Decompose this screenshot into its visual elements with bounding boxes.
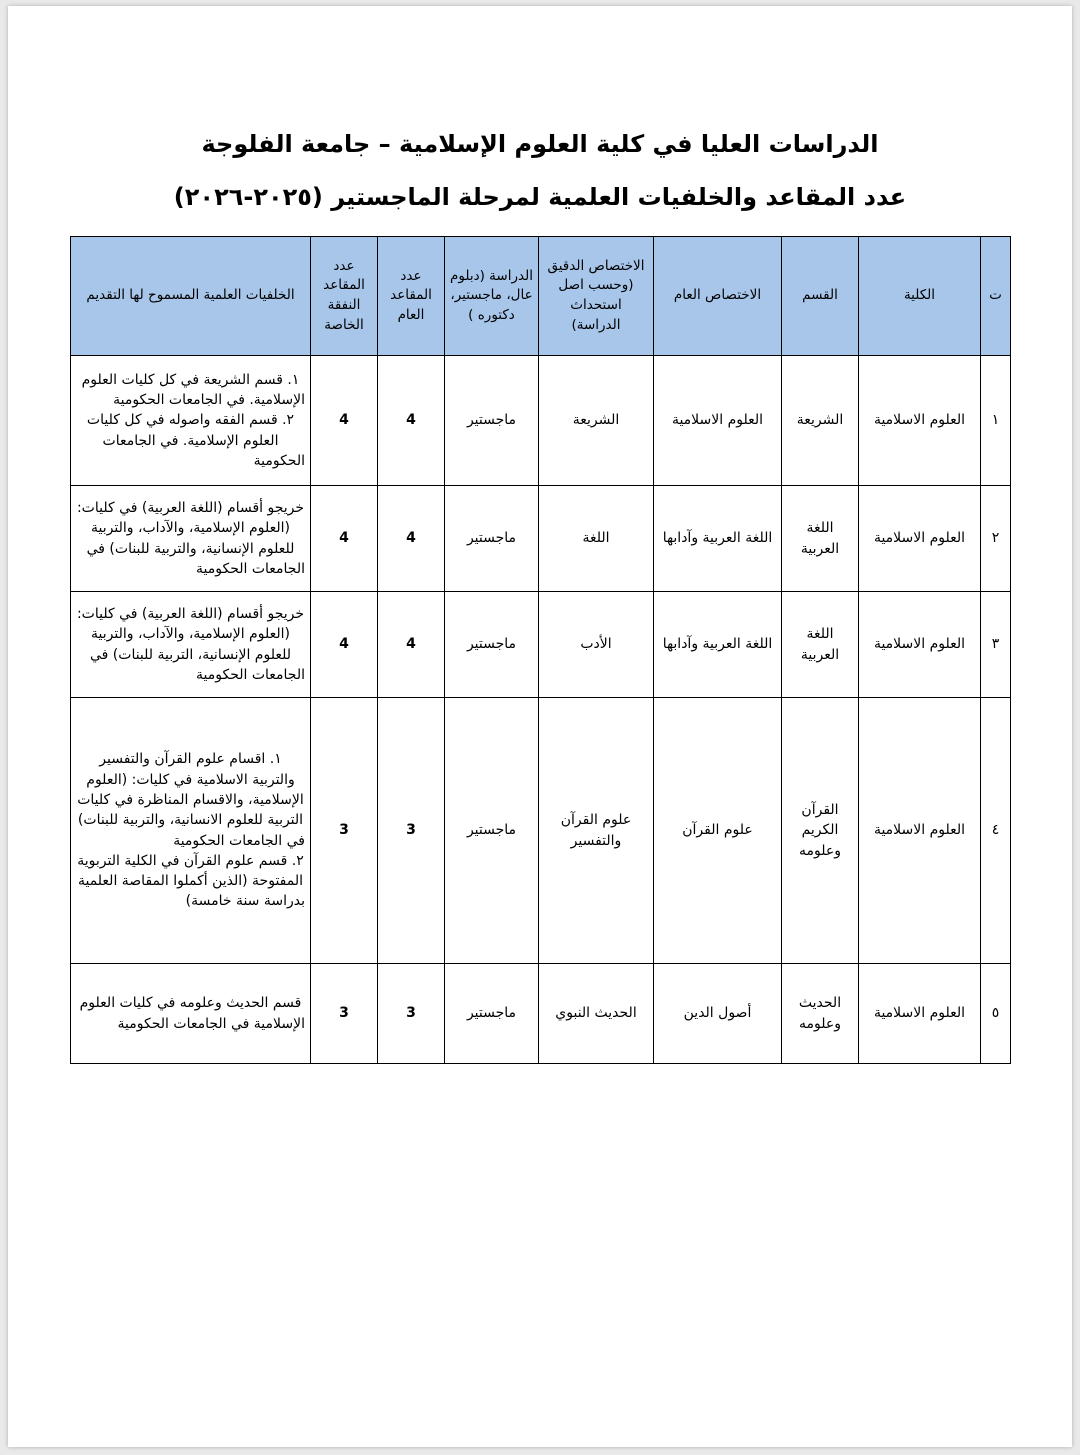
document-page bbox=[8, 6, 1072, 1447]
background-item: خريجو أقسام (اللغة العربية) في كليات: (العلوم الإسلامية، والآداب، والتربية للعلوم الإنسانية، التربية للبنات) في الجامعات الحكومية bbox=[76, 605, 305, 683]
cell-study: ماجستير bbox=[445, 964, 539, 1064]
header-department: القسم bbox=[782, 237, 859, 356]
cell-backgrounds bbox=[71, 486, 311, 592]
background-item: ١. قسم الشريعة في كل كليات العلوم الإسلامية. في الجامعات الحكومية bbox=[81, 371, 305, 409]
header-precise-spec: الاختصاص الدقيق (وحسب اصل استحداث الدراسة) bbox=[539, 237, 654, 356]
cell-precise-spec: علوم القرآن والتفسير bbox=[539, 698, 654, 964]
cell-department: الشريعة bbox=[782, 356, 859, 486]
cell-public-seats: 4 bbox=[378, 592, 445, 698]
cell-study: ماجستير bbox=[445, 592, 539, 698]
background-item: قسم الحديث وعلومه في كليات العلوم الإسلامية في الجامعات الحكومية bbox=[79, 995, 305, 1032]
cell-public-seats: 3 bbox=[378, 698, 445, 964]
cell-private-seats: 4 bbox=[311, 486, 378, 592]
table-row bbox=[71, 486, 1011, 592]
header-public-seats: عدد المقاعد العام bbox=[378, 237, 445, 356]
cell-backgrounds bbox=[71, 592, 311, 698]
table-row bbox=[71, 964, 1011, 1064]
cell-college: العلوم الاسلامية bbox=[859, 698, 981, 964]
cell-private-seats: 3 bbox=[311, 698, 378, 964]
cell-private-seats: 4 bbox=[311, 356, 378, 486]
cell-precise-spec: اللغة bbox=[539, 486, 654, 592]
cell-public-seats: 4 bbox=[378, 486, 445, 592]
header-general-spec: الاختصاص العام bbox=[654, 237, 782, 356]
cell-private-seats: 3 bbox=[311, 964, 378, 1064]
document-subtitle: عدد المقاعد والخلفيات العلمية لمرحلة الماجستير (٢٠٢٥-٢٠٢٦) bbox=[173, 183, 907, 211]
cell-seq: ٣ bbox=[981, 592, 1011, 698]
cell-backgrounds bbox=[71, 698, 311, 964]
cell-precise-spec: الأدب bbox=[539, 592, 654, 698]
cell-general-spec: اللغة العربية وآدابها bbox=[654, 486, 782, 592]
cell-seq: ١ bbox=[981, 356, 1011, 486]
cell-study: ماجستير bbox=[445, 486, 539, 592]
cell-general-spec: علوم القرآن bbox=[654, 698, 782, 964]
cell-general-spec: أصول الدين bbox=[654, 964, 782, 1064]
cell-department: القرآن الكريم وعلومه bbox=[782, 698, 859, 964]
cell-college: العلوم الاسلامية bbox=[859, 964, 981, 1064]
cell-general-spec: اللغة العربية وآدابها bbox=[654, 592, 782, 698]
header-private-seats: عدد المقاعد النفقة الخاصة bbox=[311, 237, 378, 356]
cell-study: ماجستير bbox=[445, 698, 539, 964]
header-seq: ت bbox=[981, 237, 1011, 356]
cell-study: ماجستير bbox=[445, 356, 539, 486]
header-row bbox=[71, 237, 1011, 356]
table-row bbox=[71, 592, 1011, 698]
cell-department: اللغة العربية bbox=[782, 486, 859, 592]
header-backgrounds: الخلفيات العلمية المسموح لها التقديم bbox=[71, 237, 311, 356]
cell-general-spec: العلوم الاسلامية bbox=[654, 356, 782, 486]
cell-backgrounds bbox=[71, 964, 311, 1064]
cell-seq: ٥ bbox=[981, 964, 1011, 1064]
cell-private-seats: 4 bbox=[311, 592, 378, 698]
cell-college: العلوم الاسلامية bbox=[859, 592, 981, 698]
cell-college: العلوم الاسلامية bbox=[859, 486, 981, 592]
cell-precise-spec: الشريعة bbox=[539, 356, 654, 486]
table-row bbox=[71, 698, 1011, 964]
cell-public-seats: 4 bbox=[378, 356, 445, 486]
table-row bbox=[71, 356, 1011, 486]
background-item: ٢. قسم الفقه واصوله في كل كليات العلوم الإسلامية. في الجامعات الحكومية bbox=[86, 412, 305, 469]
cell-seq: ٢ bbox=[981, 486, 1011, 592]
background-item: خريجو أقسام (اللغة العربية) في كليات: (العلوم الإسلامية، والآداب، والتربية للعلوم الإنسانية، والتربية للبنات) في الجامعات الحكومية bbox=[76, 499, 305, 577]
cell-backgrounds bbox=[71, 356, 311, 486]
header-college: الكلية bbox=[859, 237, 981, 356]
cell-department: الحديث وعلومه bbox=[782, 964, 859, 1064]
header-study: الدراسة (دبلوم عال، ماجستير، دكتوره ) bbox=[445, 237, 539, 356]
cell-seq: ٤ bbox=[981, 698, 1011, 964]
background-item: ٢. قسم علوم القرآن في الكلية التربوية المفتوحة (الذين أكملوا المقاصة العلمية بدراسة سنة خامسة) bbox=[77, 852, 305, 910]
document-title: الدراسات العليا في كلية العلوم الإسلامية – جامعة الفلوجة bbox=[201, 130, 879, 158]
cell-college: العلوم الاسلامية bbox=[859, 356, 981, 486]
cell-precise-spec: الحديث النبوي bbox=[539, 964, 654, 1064]
cell-public-seats: 3 bbox=[378, 964, 445, 1064]
seats-table bbox=[70, 236, 1011, 1064]
cell-department: اللغة العربية bbox=[782, 592, 859, 698]
background-item: ١. اقسام علوم القرآن والتفسير والتربية الاسلامية في كليات: (العلوم الإسلامية، والاقسام المناظرة في كليات التربية للعلوم الانسانية، والتربية للبنات) في الجامعات الحكومية bbox=[77, 751, 305, 849]
